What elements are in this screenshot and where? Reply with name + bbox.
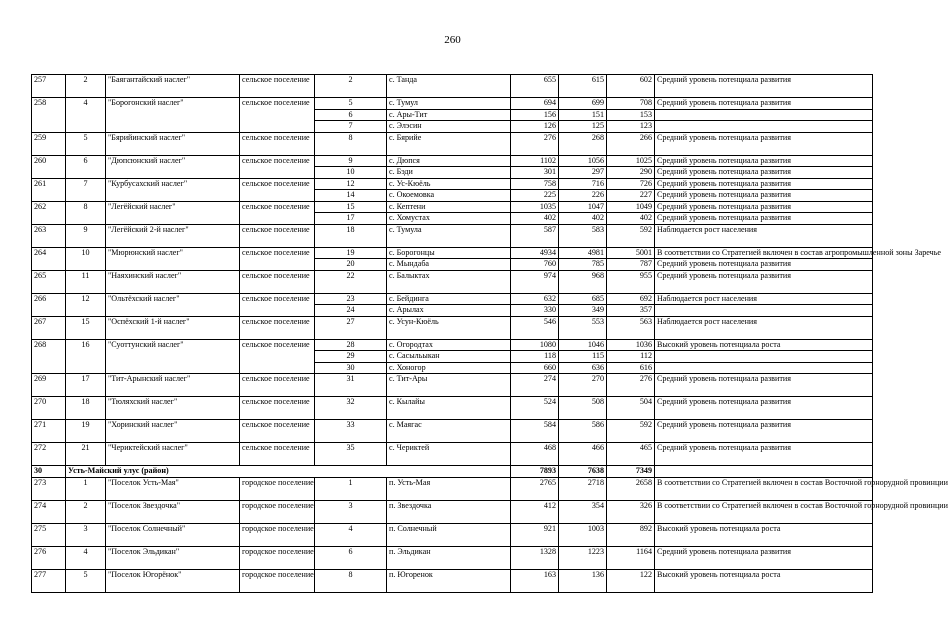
population-value: 297 — [559, 167, 607, 179]
settlement-name: п. Эльдикан — [387, 546, 511, 569]
settlement-index: 31 — [315, 374, 387, 397]
table-row — [32, 443, 873, 466]
municipality-index: 15 — [66, 316, 106, 339]
development-note: Высокий уровень потенциала роста — [655, 569, 873, 592]
table-row — [32, 270, 873, 293]
population-value: 227 — [607, 190, 655, 202]
row-number: 265 — [32, 270, 66, 293]
population-value: 716 — [559, 178, 607, 190]
table-row — [32, 75, 873, 98]
settlement-name: п. Югоренок — [387, 569, 511, 592]
settlement-index: 9 — [315, 155, 387, 167]
row-number: 266 — [32, 293, 66, 316]
row-number: 260 — [32, 155, 66, 178]
population-value: 758 — [511, 178, 559, 190]
development-note: Средний уровень потенциала развития — [655, 178, 873, 190]
settlement-name: с. Сасыльыкан — [387, 351, 511, 363]
municipality-index: 5 — [66, 569, 106, 592]
row-number: 269 — [32, 374, 66, 397]
population-value: 1328 — [511, 546, 559, 569]
population-value: 266 — [607, 132, 655, 155]
municipality-type: сельское поселение — [240, 293, 315, 316]
municipality-index: 2 — [66, 75, 106, 98]
population-value: 553 — [559, 316, 607, 339]
municipality-index: 19 — [66, 420, 106, 443]
population-value: 126 — [511, 121, 559, 133]
table-row — [32, 374, 873, 397]
municipality-index: 8 — [66, 201, 106, 224]
settlement-name: п. Звездочка — [387, 500, 511, 523]
population-value: 115 — [559, 351, 607, 363]
population-value: 290 — [607, 167, 655, 179]
population-value: 655 — [511, 75, 559, 98]
settlement-index: 35 — [315, 443, 387, 466]
municipality-type: сельское поселение — [240, 397, 315, 420]
population-value: 402 — [511, 213, 559, 225]
population-value: 1049 — [607, 201, 655, 213]
municipality-name: "Курбусахский наслег" — [106, 178, 240, 201]
table-row — [32, 477, 873, 500]
population-value: 330 — [511, 305, 559, 317]
settlement-index: 14 — [315, 190, 387, 202]
row-number: 274 — [32, 500, 66, 523]
settlement-index: 8 — [315, 132, 387, 155]
settlement-index: 12 — [315, 178, 387, 190]
population-value: 4934 — [511, 247, 559, 259]
settlement-index: 15 — [315, 201, 387, 213]
page-number: 260 — [444, 34, 461, 46]
municipality-name: "Мюрюнский наслег" — [106, 247, 240, 270]
municipality-name: "Дюпсюнский наслег" — [106, 155, 240, 178]
district-row — [32, 466, 873, 478]
development-note: Средний уровень потенциала развития — [655, 270, 873, 293]
development-note: Средний уровень потенциала развития — [655, 75, 873, 98]
municipality-name: "Поселок Солнечный" — [106, 523, 240, 546]
row-number: 264 — [32, 247, 66, 270]
district-population: 7893 — [511, 466, 559, 478]
settlements-table — [31, 74, 948, 593]
population-value: 1102 — [511, 155, 559, 167]
row-number: 267 — [32, 316, 66, 339]
row-number: 257 — [32, 75, 66, 98]
municipality-type: городское поселение — [240, 500, 315, 523]
population-value: 466 — [559, 443, 607, 466]
population-value: 692 — [607, 293, 655, 305]
development-note: Средний уровень потенциала развития — [655, 98, 873, 110]
population-value: 118 — [511, 351, 559, 363]
development-note — [655, 351, 873, 363]
district-name: Усть-Майский улус (район) — [66, 466, 511, 478]
row-number: 263 — [32, 224, 66, 247]
municipality-name: "Борогонский наслег" — [106, 98, 240, 133]
row-number: 258 — [32, 98, 66, 133]
municipality-index: 7 — [66, 178, 106, 201]
municipality-type: сельское поселение — [240, 155, 315, 178]
municipality-type: сельское поселение — [240, 178, 315, 201]
municipality-index: 2 — [66, 500, 106, 523]
settlement-name: с. Кылайы — [387, 397, 511, 420]
population-value: 349 — [559, 305, 607, 317]
table-row — [32, 98, 873, 110]
population-value: 592 — [607, 224, 655, 247]
population-value: 685 — [559, 293, 607, 305]
settlement-name: с. Усун-Кюёль — [387, 316, 511, 339]
row-number: 276 — [32, 546, 66, 569]
population-value: 122 — [607, 569, 655, 592]
settlement-name: с. Ары-Тит — [387, 109, 511, 121]
population-value: 955 — [607, 270, 655, 293]
population-value: 699 — [559, 98, 607, 110]
settlement-index: 33 — [315, 420, 387, 443]
settlement-name: с. Кептени — [387, 201, 511, 213]
population-value: 402 — [607, 213, 655, 225]
population-value: 785 — [559, 259, 607, 271]
municipality-type: сельское поселение — [240, 443, 315, 466]
development-note: Средний уровень потенциала развития — [655, 167, 873, 179]
population-value: 270 — [559, 374, 607, 397]
population-value: 1025 — [607, 155, 655, 167]
population-value: 1164 — [607, 546, 655, 569]
municipality-name: "Бярийинский наслег" — [106, 132, 240, 155]
row-number: 273 — [32, 477, 66, 500]
municipality-index: 4 — [66, 546, 106, 569]
municipality-type: сельское поселение — [240, 98, 315, 133]
development-note: Наблюдается рост населения — [655, 293, 873, 305]
municipality-name: "Тюляхский наслег" — [106, 397, 240, 420]
municipality-index: 3 — [66, 523, 106, 546]
development-note: Средний уровень потенциала развития — [655, 190, 873, 202]
population-value: 708 — [607, 98, 655, 110]
population-value: 660 — [511, 362, 559, 374]
settlement-name: с. Танда — [387, 75, 511, 98]
settlement-name: п. Солнечный — [387, 523, 511, 546]
district-number: 30 — [32, 466, 66, 478]
municipality-index: 9 — [66, 224, 106, 247]
development-note: Средний уровень потенциала развития — [655, 443, 873, 466]
municipality-type: сельское поселение — [240, 201, 315, 224]
municipality-type: сельское поселение — [240, 316, 315, 339]
municipality-name: "Поселок Эльдикан" — [106, 546, 240, 569]
development-note: Средний уровень потенциала развития — [655, 201, 873, 213]
municipality-name: "Поселок Звездочка" — [106, 500, 240, 523]
development-note: Средний уровень потенциала развития — [655, 132, 873, 155]
settlement-index: 7 — [315, 121, 387, 133]
population-value: 504 — [607, 397, 655, 420]
population-value: 5001 — [607, 247, 655, 259]
population-value: 583 — [559, 224, 607, 247]
development-note — [655, 362, 873, 374]
table-row — [32, 546, 873, 569]
table-row — [32, 569, 873, 592]
row-number: 261 — [32, 178, 66, 201]
table-row — [32, 397, 873, 420]
population-value: 301 — [511, 167, 559, 179]
settlement-index: 18 — [315, 224, 387, 247]
settlement-name: с. Хомустах — [387, 213, 511, 225]
municipality-type: сельское поселение — [240, 132, 315, 155]
population-value: 968 — [559, 270, 607, 293]
population-value: 2718 — [559, 477, 607, 500]
municipality-index: 18 — [66, 397, 106, 420]
population-value: 274 — [511, 374, 559, 397]
municipality-name: "Баягантайский наслег" — [106, 75, 240, 98]
table-row — [32, 293, 873, 305]
population-value: 592 — [607, 420, 655, 443]
population-value: 123 — [607, 121, 655, 133]
population-value: 136 — [559, 569, 607, 592]
population-value: 156 — [511, 109, 559, 121]
settlement-index: 2 — [315, 75, 387, 98]
population-value: 1036 — [607, 339, 655, 351]
development-note — [655, 109, 873, 121]
municipality-index: 6 — [66, 155, 106, 178]
settlement-name: с. Арылах — [387, 305, 511, 317]
municipality-type: сельское поселение — [240, 339, 315, 374]
population-value: 125 — [559, 121, 607, 133]
municipality-type: городское поселение — [240, 523, 315, 546]
settlement-name: с. Ус-Кюёль — [387, 178, 511, 190]
development-note: Средний уровень потенциала развития — [655, 374, 873, 397]
row-number: 271 — [32, 420, 66, 443]
development-note: Средний уровень потенциала развития — [655, 546, 873, 569]
municipality-name: "Поселок Югорёнок" — [106, 569, 240, 592]
district-note — [655, 466, 873, 478]
municipality-name: "Легёйский 2-й наслег" — [106, 224, 240, 247]
municipality-name: "Легёйский наслег" — [106, 201, 240, 224]
population-value: 615 — [559, 75, 607, 98]
population-value: 892 — [607, 523, 655, 546]
row-number: 275 — [32, 523, 66, 546]
municipality-index: 11 — [66, 270, 106, 293]
settlement-index: 8 — [315, 569, 387, 592]
municipality-type: сельское поселение — [240, 75, 315, 98]
municipality-name: "Хоринский наслег" — [106, 420, 240, 443]
settlement-name: с. Окоемовка — [387, 190, 511, 202]
population-value: 1003 — [559, 523, 607, 546]
population-value: 508 — [559, 397, 607, 420]
population-value: 412 — [511, 500, 559, 523]
settlement-name: с. Чериктей — [387, 443, 511, 466]
municipality-name: "Поселок Усть-Мая" — [106, 477, 240, 500]
municipality-name: "Суоттунский наслег" — [106, 339, 240, 374]
municipality-type: городское поселение — [240, 477, 315, 500]
population-value: 465 — [607, 443, 655, 466]
table-row — [32, 132, 873, 155]
development-note: Средний уровень потенциала развития — [655, 420, 873, 443]
population-value: 276 — [511, 132, 559, 155]
settlement-index: 20 — [315, 259, 387, 271]
population-value: 563 — [607, 316, 655, 339]
settlement-index: 3 — [315, 500, 387, 523]
population-value: 1223 — [559, 546, 607, 569]
population-value: 1046 — [559, 339, 607, 351]
population-value: 1080 — [511, 339, 559, 351]
municipality-index: 10 — [66, 247, 106, 270]
settlement-name: п. Усть-Мая — [387, 477, 511, 500]
table-row — [32, 155, 873, 167]
municipality-index: 16 — [66, 339, 106, 374]
population-value: 632 — [511, 293, 559, 305]
municipality-name: "Тит-Арынский наслег" — [106, 374, 240, 397]
municipality-name: "Чериктейский наслег" — [106, 443, 240, 466]
population-value: 616 — [607, 362, 655, 374]
population-value: 225 — [511, 190, 559, 202]
table-row — [32, 420, 873, 443]
settlement-index: 4 — [315, 523, 387, 546]
population-value: 357 — [607, 305, 655, 317]
district-population: 7638 — [559, 466, 607, 478]
population-value: 524 — [511, 397, 559, 420]
table-row — [32, 201, 873, 213]
row-number: 277 — [32, 569, 66, 592]
municipality-type: сельское поселение — [240, 270, 315, 293]
settlement-index: 23 — [315, 293, 387, 305]
row-number: 270 — [32, 397, 66, 420]
settlement-index: 27 — [315, 316, 387, 339]
population-value: 226 — [559, 190, 607, 202]
municipality-type: сельское поселение — [240, 420, 315, 443]
population-value: 112 — [607, 351, 655, 363]
table-row — [32, 316, 873, 339]
table-row — [32, 339, 873, 351]
population-value: 584 — [511, 420, 559, 443]
development-note: Средний уровень потенциала развития — [655, 259, 873, 271]
settlement-index: 29 — [315, 351, 387, 363]
population-value: 760 — [511, 259, 559, 271]
settlement-name: с. Маягас — [387, 420, 511, 443]
row-number: 268 — [32, 339, 66, 374]
settlement-index: 6 — [315, 109, 387, 121]
settlement-index: 19 — [315, 247, 387, 259]
municipality-type: городское поселение — [240, 569, 315, 592]
development-note: Наблюдается рост населения — [655, 224, 873, 247]
population-value: 402 — [559, 213, 607, 225]
settlement-index: 17 — [315, 213, 387, 225]
settlement-index: 24 — [315, 305, 387, 317]
settlement-name: с. Балыктах — [387, 270, 511, 293]
population-value: 268 — [559, 132, 607, 155]
development-note: Средний уровень потенциала развития — [655, 155, 873, 167]
row-number: 259 — [32, 132, 66, 155]
population-value: 587 — [511, 224, 559, 247]
population-value: 2765 — [511, 477, 559, 500]
settlement-name: с. Мындаба — [387, 259, 511, 271]
settlement-index: 10 — [315, 167, 387, 179]
municipality-type: городское поселение — [240, 546, 315, 569]
development-note: Высокий уровень потенциала роста — [655, 339, 873, 351]
population-value: 163 — [511, 569, 559, 592]
development-note: В соответствии со Стратегией включен в состав агропромышленной зоны Заречье — [655, 247, 873, 259]
settlement-name: с. Бярийе — [387, 132, 511, 155]
development-note: Средний уровень потенциала развития — [655, 397, 873, 420]
settlement-index: 32 — [315, 397, 387, 420]
municipality-index: 12 — [66, 293, 106, 316]
settlement-name: с. Дюпся — [387, 155, 511, 167]
population-value: 2658 — [607, 477, 655, 500]
population-value: 276 — [607, 374, 655, 397]
settlement-name: с. Борогонцы — [387, 247, 511, 259]
settlement-index: 28 — [315, 339, 387, 351]
population-value: 153 — [607, 109, 655, 121]
settlement-name: с. Тит-Ары — [387, 374, 511, 397]
municipality-type: сельское поселение — [240, 247, 315, 270]
municipality-index: 4 — [66, 98, 106, 133]
municipality-name: "Ольтёхский наслег" — [106, 293, 240, 316]
row-number: 262 — [32, 201, 66, 224]
municipality-index: 5 — [66, 132, 106, 155]
settlement-index: 30 — [315, 362, 387, 374]
municipality-name: "Оспёхский 1-й наслег" — [106, 316, 240, 339]
settlement-name: с. Элэсин — [387, 121, 511, 133]
municipality-type: сельское поселение — [240, 374, 315, 397]
development-note: В соответствии со Стратегией включен в состав Восточной горнорудной провинции — [655, 477, 873, 500]
development-note — [655, 121, 873, 133]
development-note — [655, 305, 873, 317]
population-value: 694 — [511, 98, 559, 110]
development-note: Высокий уровень потенциала роста — [655, 523, 873, 546]
population-value: 586 — [559, 420, 607, 443]
settlement-name: с. Тумул — [387, 98, 511, 110]
population-value: 4981 — [559, 247, 607, 259]
municipality-index: 17 — [66, 374, 106, 397]
table-row — [32, 178, 873, 190]
population-value: 726 — [607, 178, 655, 190]
population-value: 974 — [511, 270, 559, 293]
population-value: 636 — [559, 362, 607, 374]
settlement-index: 5 — [315, 98, 387, 110]
district-population: 7349 — [607, 466, 655, 478]
settlement-index: 1 — [315, 477, 387, 500]
population-value: 1056 — [559, 155, 607, 167]
municipality-type: сельское поселение — [240, 224, 315, 247]
settlement-name: с. Огородтах — [387, 339, 511, 351]
settlement-name: с. Хоногор — [387, 362, 511, 374]
population-value: 326 — [607, 500, 655, 523]
population-value: 602 — [607, 75, 655, 98]
settlement-index: 6 — [315, 546, 387, 569]
population-value: 354 — [559, 500, 607, 523]
population-value: 1035 — [511, 201, 559, 213]
population-value: 787 — [607, 259, 655, 271]
population-value: 1047 — [559, 201, 607, 213]
settlement-name: с. Тумула — [387, 224, 511, 247]
municipality-name: "Наяхинский наслег" — [106, 270, 240, 293]
population-value: 468 — [511, 443, 559, 466]
settlement-name: с. Бэди — [387, 167, 511, 179]
development-note: В соответствии со Стратегией включен в состав Восточной горнорудной провинции — [655, 500, 873, 523]
settlement-name: с. Бейдинга — [387, 293, 511, 305]
development-note: Средний уровень потенциала развития — [655, 213, 873, 225]
table-row — [32, 500, 873, 523]
municipality-index: 1 — [66, 477, 106, 500]
municipality-index: 21 — [66, 443, 106, 466]
population-value: 546 — [511, 316, 559, 339]
table-row — [32, 224, 873, 247]
settlement-index: 22 — [315, 270, 387, 293]
table-row — [32, 523, 873, 546]
population-value: 921 — [511, 523, 559, 546]
population-value: 151 — [559, 109, 607, 121]
table-row — [32, 247, 873, 259]
row-number: 272 — [32, 443, 66, 466]
development-note: Наблюдается рост населения — [655, 316, 873, 339]
